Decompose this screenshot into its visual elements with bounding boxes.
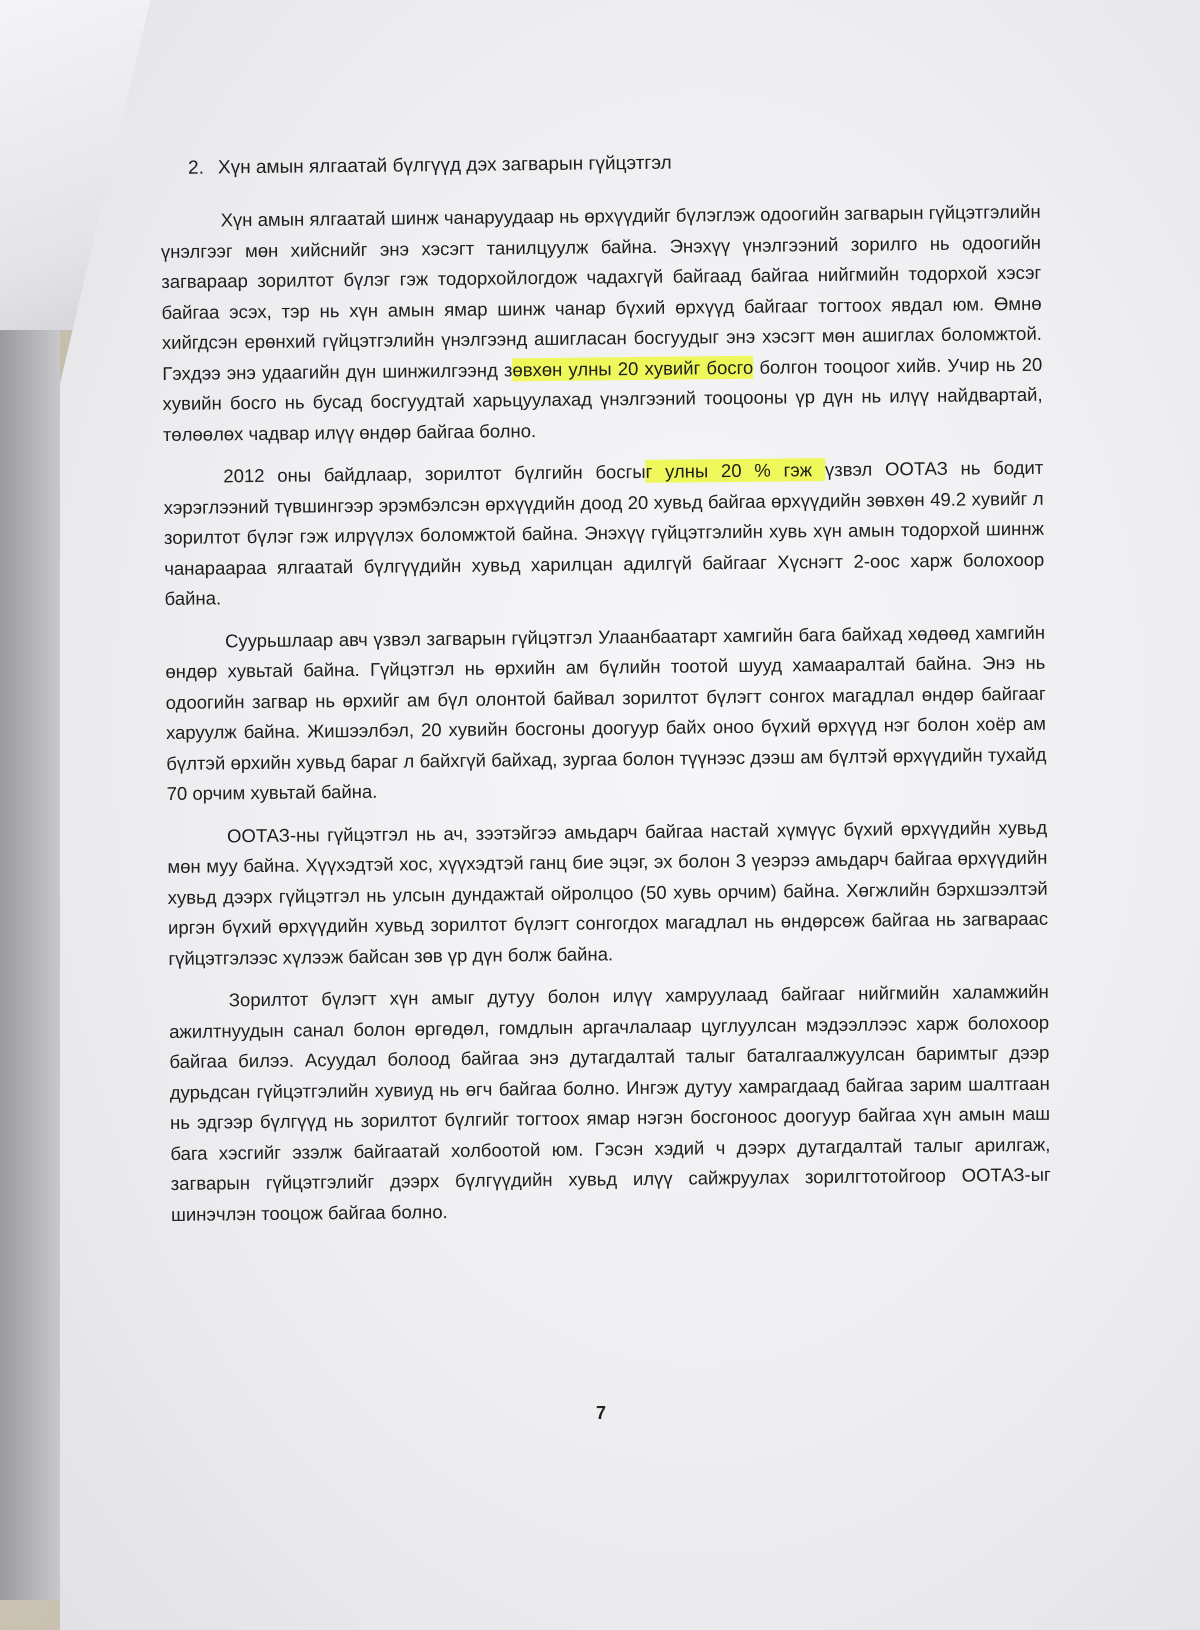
paragraph-text: үзвэл ООТАЗ нь бодит хэрэглээний түвшингээр эрэмбэлсэн өрхүүдийн доод 20 хувьд байгаа өрхүүдийн зөвхөн 49.2 хувийг л зорилтот бүлэг гэж илрүүлэх боломжтой байна. Энэхүү гүйцэтгэлийн хувь хүн амын тодорхой шиннж чанараараа ялгаатай бүлгүүдийн хувьд харилцан адилгүй байгааг Хүснэгт 2-оос харж болохоор байна. bbox=[163, 456, 1045, 609]
paragraph-text: болгон тооцоог хийв. Учир нь 20 хувийн босго нь бусад босгуудтай харьцуулахад үнэлгээний тооцооны үр дүн нь илүү найдвартай, төлөөлөх чадвар илүү өндөр байгаа болно. bbox=[162, 353, 1043, 445]
paragraph-text: Зорилтот бүлэгт хүн амыг дутуу болон илүү хамруулаад байгааг нийгмийн халамжийн ажилтнуудын санал болон өргөдөл, гомдлын аргачлалаар цуглуулсан мэдээллээс харж болохоор байгаа билээ. Асуудал болоод байгаа энэ дутагдалтай талыг баталгаалжуулсан баримтыг дээр дурьдсан гүйцэтгэлийн хувиуд нь өгч байгаа болно. Ингэж дутуу хамрагдаад байгаа зарим шалтгаан нь эдгээр бүлгүүд нь зорилтот бүлгийг тогтоох ямар нэгэн босгоноос доогуур байгаа хүн амын маш бага хэсгийг эзэлж байгаатай холбоотой юм. Гэсэн хэдий ч дээрх дутагдалтай талыг арилгаж, загварын гүйцэтгэлийг дээрх бүлгүүдийн хувьд илүү сайжруулах зорилгтотойгоор ООТАЗ-ыг шинэчлэн тооцож байгаа болно. bbox=[169, 980, 1051, 1225]
paragraph bbox=[167, 812, 1049, 974]
paragraph-text: Хүн амын ялгаатай шинж чанаруудаар нь өрхүүдийг бүлэглэж одоогийн загварын гүйцэтгэлийн үнэлгээг мөн хийснийг энэ хэсэгт танилцуулж байна. Энэхүү үнэлгээний зорилго нь одоогийн загвараар зорилтот бүлэг гэж тодорхойлогдож чадахгүй байгаад байгаа нийгмийн тодорхой хэсэг байгаа эсэх, тэр нь хүн амын ямар шинж чанар бүхий өрхүүд байгааг тогтоох явдал юм. Өмнө хийгдсэн ерөнхий гүйцэтгэлийн үнэлгээнд ашигласан босгуудыг энэ хэсэгт мөн ашиглах боломжтой. Гэхдээ энэ удаагийн дүн шинжилгээнд з bbox=[160, 200, 1042, 384]
paragraph-indent bbox=[163, 482, 223, 483]
page-content bbox=[160, 149, 1051, 1242]
page-number: 7 bbox=[596, 1403, 607, 1423]
paragraph-indent bbox=[167, 842, 227, 843]
paragraph bbox=[165, 617, 1047, 809]
paragraph-indent bbox=[161, 226, 221, 227]
underlying-paper-edge bbox=[0, 330, 60, 1600]
section-title: Хүн амын ялгаатай бүлгүүд дэх загварын гүйцэтгэл bbox=[217, 152, 672, 179]
paragraph-indent bbox=[165, 647, 225, 648]
paragraph-text: ООТАЗ-ны гүйцэтгэл нь ач, зээтэйгээ амьдарч байгаа настай хүмүүс бүхий өрхүүдийн хувьд мөн муу байна. Хүүхэдтэй хос, хүүхэдтэй ганц бие эцэг, эх болон 3 үеэрээ амьдарч байгаа өрхүүдийн хувьд дээрх гүйцэтгэл нь улсын дундажтай ойролцоо (50 хувь орчим) байна. Хөгжлийн бэрхшээлтэй иргэн бүхий өрхүүдийн хувьд зорилтот бүлэгт сонгогдох магадлал нь өндөрсөж байгаа нь загвараас гүйцэтгэлээс хүлээж байсан зөв үр дүн болж байна. bbox=[167, 816, 1049, 969]
paragraph-text: Суурьшлаар авч үзвэл загварын гүйцэтгэл Улаанбаатарт хамгийн бага байхад хөдөөд хамгийн өндөр хувьтай байна. Гүйцэтгэл нь өрхийн ам бүлийн тоотой шууд хамааралтай байна. Энэ нь одоогийн загвар нь өрхийг ам бүл олонтой байвал зорилтот бүлэгт сонгох магадлал өндөр байгааг харуулж байна. Жишээлбэл, 20 хувийн босгоны доогуур байх оноо бүхий өрхүүд нэг болон хоёр ам бүлтэй өрхийн хувьд бараг л байхгүй байхад, зургаа болон түүнээс дээш ам бүлтэй өрхүүдийн тухайд 70 орчим хувьтай байна. bbox=[165, 621, 1047, 804]
paragraphs bbox=[161, 197, 1052, 1230]
paragraph bbox=[161, 197, 1044, 450]
highlighted-text: г улны 20 % гэж bbox=[645, 459, 826, 482]
paragraph bbox=[169, 977, 1052, 1230]
highlighted-text: өвхөн улны 20 хувийг босго bbox=[512, 356, 754, 380]
paragraph bbox=[163, 453, 1045, 615]
section-number: 2. bbox=[187, 157, 205, 179]
paragraph-indent bbox=[169, 1006, 229, 1007]
paragraph-text: 2012 оны байдлаар, зорилтот бүлгийн босгы bbox=[223, 460, 646, 487]
